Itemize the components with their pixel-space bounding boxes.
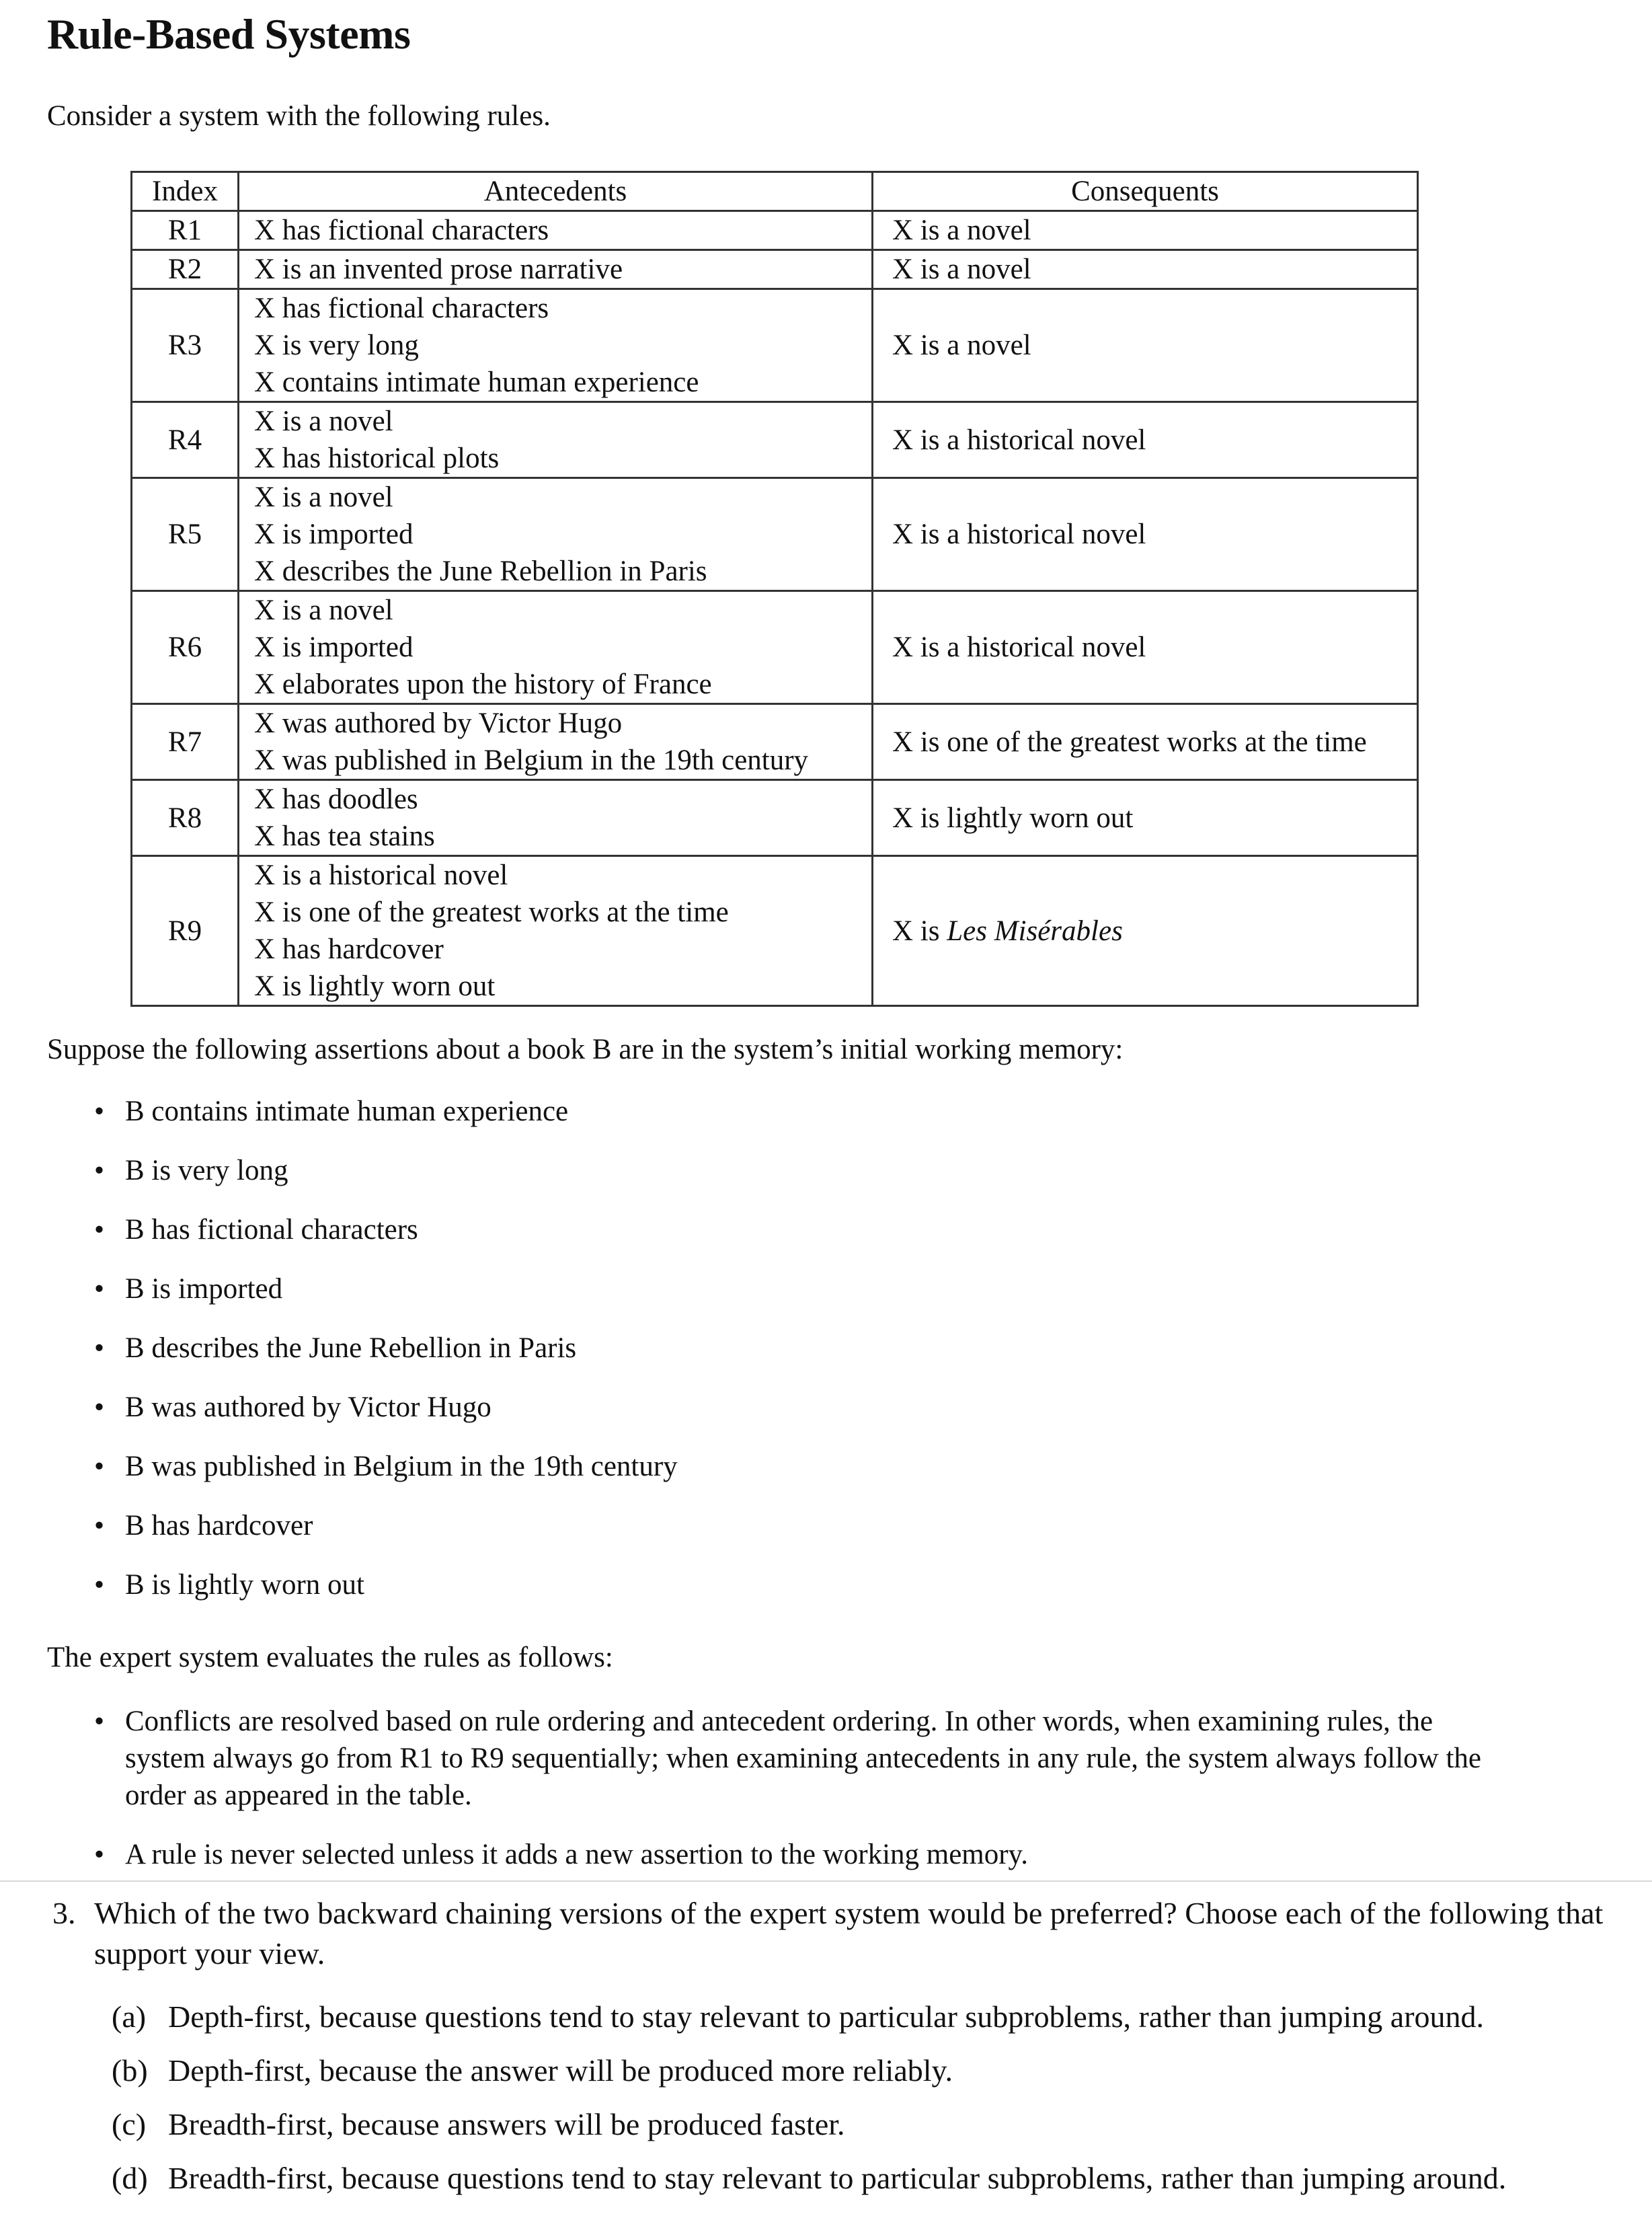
- antecedent: X is lightly worn out: [254, 970, 496, 1002]
- header-index: Index: [132, 172, 239, 211]
- table-row: [132, 856, 1418, 1006]
- rule-antecedents: [239, 780, 873, 856]
- option-text: Depth-first, because questions tend to stay relevant to particular subproblems, rather than jumping around.: [168, 1999, 1485, 2034]
- rule-antecedents: [239, 250, 873, 289]
- rule-index: R5: [132, 478, 239, 591]
- antecedent: X elaborates upon the history of France: [254, 669, 712, 700]
- table-row: [132, 478, 1418, 591]
- list-item: • B was published in Belgium in the 19th century: [0, 1450, 678, 1509]
- list-item: • B is lightly worn out: [0, 1568, 678, 1628]
- rule-antecedents: [239, 478, 873, 591]
- option-text: Breadth-first, because questions tend to stay relevant to particular subproblems, rather than jumping around.: [168, 2161, 1507, 2195]
- antecedent: X has fictional characters: [254, 293, 549, 324]
- header-consequents: Consequents: [873, 172, 1418, 211]
- list-item: • B is very long: [0, 1154, 678, 1213]
- rule-consequent: X is lightly worn out: [873, 780, 1418, 856]
- antecedent: X is a novel: [254, 595, 393, 626]
- rule-index: R2: [132, 250, 239, 289]
- option-label: (b): [112, 2053, 148, 2088]
- table-row: [132, 250, 1418, 289]
- rule-antecedents: [239, 402, 873, 478]
- table-row: [132, 211, 1418, 250]
- table-row: [132, 402, 1418, 478]
- evaluation-intro: The expert system evaluates the rules as follows:: [47, 1642, 613, 1673]
- option-label: (c): [112, 2107, 147, 2141]
- option-label: (d): [112, 2161, 148, 2195]
- rule-antecedents: [239, 704, 873, 780]
- list-item: • Conflicts are resolved based on rule ordering and antecedent ordering. In other words, when examining rules, the system always go from R1 to R9 sequentially; when examining antecedents in any rule, the system always follow the order as appeared in the table.: [0, 1703, 1510, 1836]
- rule-consequent: X is a novel: [873, 211, 1418, 250]
- antecedent: X was authored by Victor Hugo: [254, 708, 623, 739]
- list-item: • B has fictional characters: [0, 1213, 678, 1272]
- rule-index: R9: [132, 856, 239, 1006]
- rule-consequent: X is a novel: [873, 250, 1418, 289]
- antecedent: X has tea stains: [254, 820, 435, 852]
- antecedent: X is a novel: [254, 406, 393, 437]
- antecedent: X is a historical novel: [254, 860, 508, 891]
- question-text: Which of the two backward chaining versions of the expert system would be preferred? Choose each of the following that support your view.: [94, 1896, 1604, 1971]
- consequent-prefix: X is: [892, 915, 947, 947]
- question-number: 3.: [52, 1896, 76, 1930]
- antecedent: X is imported: [254, 519, 414, 550]
- rule-index: R8: [132, 780, 239, 856]
- table-row: [132, 780, 1418, 856]
- consequent-title: Les Misérables: [947, 915, 1123, 947]
- antecedent: X is a novel: [254, 482, 393, 513]
- rule-consequent: X is a historical novel: [873, 402, 1418, 478]
- rule-index: R1: [132, 211, 239, 250]
- list-item: • B has hardcover: [0, 1509, 678, 1568]
- working-memory-intro: Suppose the following assertions about a book B are in the system’s initial working memory:: [47, 1034, 1124, 1065]
- rule-consequent: [873, 856, 1418, 1006]
- rule-consequent: X is one of the greatest works at the time: [873, 704, 1418, 780]
- antecedent: X has doodles: [254, 784, 418, 815]
- header-antecedents: Antecedents: [239, 172, 873, 211]
- section-divider: [0, 1880, 1652, 1882]
- list-item: • B is imported: [0, 1272, 678, 1332]
- antecedent: X is one of the greatest works at the time: [254, 896, 729, 928]
- rule-index: R6: [132, 591, 239, 704]
- antecedent: X is imported: [254, 632, 414, 663]
- option-text: Depth-first, because the answer will be produced more reliably.: [168, 2053, 953, 2088]
- rule-antecedents: [239, 856, 873, 1006]
- intro-paragraph: Consider a system with the following rules.: [47, 100, 551, 132]
- rule-consequent: X is a historical novel: [873, 478, 1418, 591]
- evaluation-list: [0, 1703, 1546, 1873]
- list-item: • B was authored by Victor Hugo: [0, 1391, 678, 1450]
- rule-consequent: X is a historical novel: [873, 591, 1418, 704]
- antecedent: X is very long: [254, 330, 419, 361]
- page-title: Rule-Based Systems: [47, 10, 411, 58]
- antecedent: X has fictional characters: [254, 215, 549, 246]
- working-memory-list: [0, 1095, 678, 1628]
- table-header-row: [132, 172, 1418, 211]
- rule-antecedents: [239, 211, 873, 250]
- list-item: • B contains intimate human experience: [0, 1095, 678, 1154]
- table-row: [132, 591, 1418, 704]
- rule-index: R7: [132, 704, 239, 780]
- rule-index: R4: [132, 402, 239, 478]
- option-text: Breadth-first, because answers will be produced faster.: [168, 2107, 845, 2141]
- antecedent: X was published in Belgium in the 19th century: [254, 745, 809, 776]
- rules-table: [130, 171, 1419, 1007]
- rule-index: R3: [132, 289, 239, 402]
- list-item: • B describes the June Rebellion in Paris: [0, 1332, 678, 1391]
- antecedent: X describes the June Rebellion in Paris: [254, 556, 707, 587]
- rule-antecedents: [239, 591, 873, 704]
- option-label: (a): [112, 1999, 147, 2034]
- antecedent: X is an invented prose narrative: [254, 254, 623, 285]
- table-row: [132, 289, 1418, 402]
- table-row: [132, 704, 1418, 780]
- list-item: • A rule is never selected unless it adds a new assertion to the working memory.: [0, 1836, 1546, 1873]
- antecedent: X contains intimate human experience: [254, 367, 699, 398]
- question-block: [52, 1893, 1604, 1974]
- rule-antecedents: [239, 289, 873, 402]
- rule-consequent: X is a novel: [873, 289, 1418, 402]
- antecedent: X has hardcover: [254, 933, 444, 965]
- antecedent: X has historical plots: [254, 443, 500, 474]
